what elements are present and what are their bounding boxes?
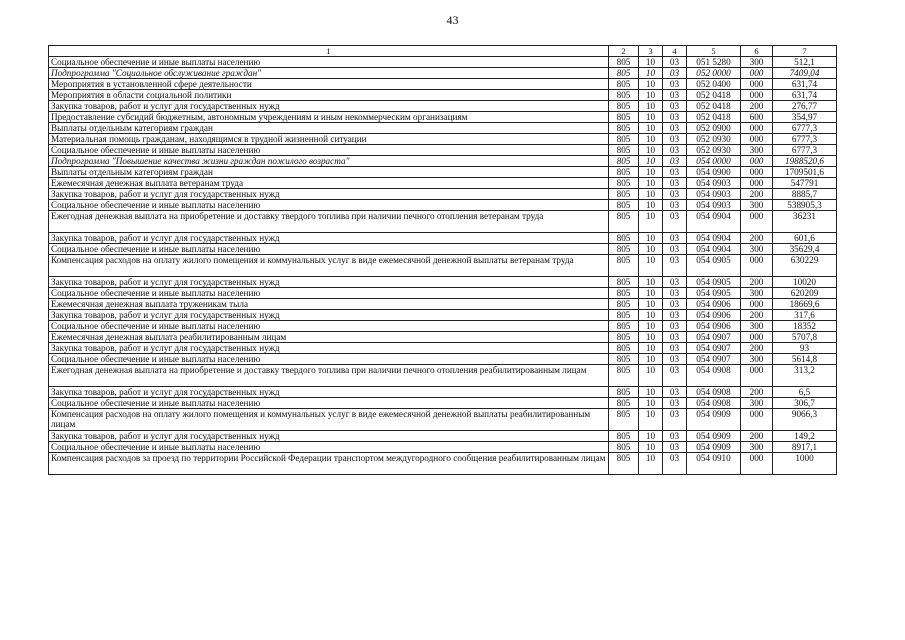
table-row bbox=[49, 200, 837, 211]
row-amount: 1988520,6 bbox=[773, 156, 837, 167]
row-code-type: 000 bbox=[741, 167, 773, 178]
row-name: Социальное обеспечение и иные выплаты населению bbox=[49, 442, 609, 453]
row-code-section: 10 bbox=[639, 156, 663, 167]
table-row bbox=[49, 288, 837, 299]
row-name: Материальная помощь гражданам, находящимся в трудной жизненной ситуации bbox=[49, 134, 609, 145]
row-code-subsection: 03 bbox=[663, 343, 687, 354]
row-code-article: 054 0907 bbox=[687, 332, 741, 343]
row-code-subsection: 03 bbox=[663, 112, 687, 123]
row-name: Закупка товаров, работ и услуг для государственных нужд bbox=[49, 101, 609, 112]
row-code-type: 200 bbox=[741, 310, 773, 321]
row-code-admin: 805 bbox=[609, 134, 639, 145]
row-code-subsection: 03 bbox=[663, 354, 687, 365]
row-code-admin: 805 bbox=[609, 387, 639, 398]
row-code-section: 10 bbox=[639, 57, 663, 68]
row-code-type: 300 bbox=[741, 244, 773, 255]
row-code-article: 054 0908 bbox=[687, 387, 741, 398]
table-row bbox=[49, 112, 837, 123]
table-row bbox=[49, 68, 837, 79]
row-amount: 35629,4 bbox=[773, 244, 837, 255]
row-code-section: 10 bbox=[639, 211, 663, 233]
row-code-subsection: 03 bbox=[663, 200, 687, 211]
row-code-section: 10 bbox=[639, 431, 663, 442]
row-amount: 1000 bbox=[773, 453, 837, 475]
row-amount: 10020 bbox=[773, 277, 837, 288]
row-code-admin: 805 bbox=[609, 211, 639, 233]
row-name: Социальное обеспечение и иные выплаты населению bbox=[49, 57, 609, 68]
row-code-section: 10 bbox=[639, 233, 663, 244]
header-row bbox=[49, 46, 837, 57]
row-amount: 512,1 bbox=[773, 57, 837, 68]
row-code-type: 200 bbox=[741, 387, 773, 398]
table-row bbox=[49, 354, 837, 365]
row-code-article: 054 0904 bbox=[687, 233, 741, 244]
row-code-section: 10 bbox=[639, 409, 663, 431]
row-code-admin: 805 bbox=[609, 244, 639, 255]
table-row bbox=[49, 299, 837, 310]
row-code-article: 054 0905 bbox=[687, 277, 741, 288]
row-amount: 6777,3 bbox=[773, 123, 837, 134]
row-code-article: 054 0909 bbox=[687, 431, 741, 442]
table-row bbox=[49, 277, 837, 288]
row-name: Социальное обеспечение и иные выплаты населению bbox=[49, 288, 609, 299]
row-name: Выплаты отдельным категориям граждан bbox=[49, 123, 609, 134]
row-amount: 8917,1 bbox=[773, 442, 837, 453]
row-code-type: 300 bbox=[741, 354, 773, 365]
row-code-admin: 805 bbox=[609, 79, 639, 90]
row-code-section: 10 bbox=[639, 79, 663, 90]
row-code-article: 052 0930 bbox=[687, 145, 741, 156]
row-name: Социальное обеспечение и иные выплаты населению bbox=[49, 244, 609, 255]
row-code-admin: 805 bbox=[609, 167, 639, 178]
table-body bbox=[49, 57, 837, 475]
column-header: 2 bbox=[609, 46, 639, 57]
row-code-type: 300 bbox=[741, 200, 773, 211]
row-amount: 5707,8 bbox=[773, 332, 837, 343]
row-code-subsection: 03 bbox=[663, 453, 687, 475]
row-code-admin: 805 bbox=[609, 156, 639, 167]
row-amount: 276,77 bbox=[773, 101, 837, 112]
row-code-type: 000 bbox=[741, 211, 773, 233]
row-code-admin: 805 bbox=[609, 332, 639, 343]
row-code-subsection: 03 bbox=[663, 244, 687, 255]
row-code-admin: 805 bbox=[609, 57, 639, 68]
row-code-type: 600 bbox=[741, 112, 773, 123]
row-code-type: 300 bbox=[741, 442, 773, 453]
row-code-type: 200 bbox=[741, 343, 773, 354]
row-code-section: 10 bbox=[639, 343, 663, 354]
row-code-subsection: 03 bbox=[663, 442, 687, 453]
row-code-section: 10 bbox=[639, 442, 663, 453]
row-code-admin: 805 bbox=[609, 233, 639, 244]
row-code-type: 200 bbox=[741, 189, 773, 200]
table-row bbox=[49, 233, 837, 244]
row-code-section: 10 bbox=[639, 321, 663, 332]
row-code-type: 200 bbox=[741, 101, 773, 112]
row-code-type: 000 bbox=[741, 156, 773, 167]
row-code-article: 054 0903 bbox=[687, 200, 741, 211]
row-code-article: 052 0418 bbox=[687, 90, 741, 101]
row-name: Выплаты отдельным категориям граждан bbox=[49, 167, 609, 178]
row-name: Ежегодная денежная выплата на приобретение и доставку твердого топлива при наличии печного отопления реабилитированным лицам bbox=[49, 365, 609, 387]
row-code-subsection: 03 bbox=[663, 145, 687, 156]
row-amount: 317,6 bbox=[773, 310, 837, 321]
row-code-admin: 805 bbox=[609, 288, 639, 299]
row-name: Компенсация расходов на оплату жилого помещения и коммунальных услуг в виде ежемесячной денежной выплаты ветеранам труда bbox=[49, 255, 609, 277]
row-code-subsection: 03 bbox=[663, 123, 687, 134]
row-amount: 6777,3 bbox=[773, 134, 837, 145]
row-code-admin: 805 bbox=[609, 101, 639, 112]
column-header: 7 bbox=[773, 46, 837, 57]
row-name: Компенсация расходов на оплату жилого помещения и коммунальных услуг в виде ежемесячной денежной выплаты реабилитированным лицам bbox=[49, 409, 609, 431]
table-row bbox=[49, 321, 837, 332]
budget-table bbox=[48, 45, 837, 475]
row-code-article: 052 0930 bbox=[687, 134, 741, 145]
row-code-section: 10 bbox=[639, 299, 663, 310]
row-code-section: 10 bbox=[639, 167, 663, 178]
row-code-subsection: 03 bbox=[663, 68, 687, 79]
row-code-subsection: 03 bbox=[663, 409, 687, 431]
page-number: 43 bbox=[446, 13, 459, 27]
row-amount: 631,74 bbox=[773, 90, 837, 101]
row-code-admin: 805 bbox=[609, 442, 639, 453]
table-row bbox=[49, 343, 837, 354]
row-amount: 5614,8 bbox=[773, 354, 837, 365]
table-row bbox=[49, 453, 837, 475]
row-code-admin: 805 bbox=[609, 90, 639, 101]
row-code-admin: 805 bbox=[609, 255, 639, 277]
row-code-admin: 805 bbox=[609, 299, 639, 310]
row-name: Закупка товаров, работ и услуг для государственных нужд bbox=[49, 431, 609, 442]
row-code-section: 10 bbox=[639, 277, 663, 288]
row-code-subsection: 03 bbox=[663, 189, 687, 200]
table-row bbox=[49, 90, 837, 101]
row-code-section: 10 bbox=[639, 387, 663, 398]
row-code-article: 054 0904 bbox=[687, 244, 741, 255]
row-code-type: 200 bbox=[741, 233, 773, 244]
row-code-type: 000 bbox=[741, 134, 773, 145]
row-code-article: 052 0418 bbox=[687, 112, 741, 123]
row-code-section: 10 bbox=[639, 310, 663, 321]
row-code-subsection: 03 bbox=[663, 156, 687, 167]
row-code-admin: 805 bbox=[609, 145, 639, 156]
row-amount: 313,2 bbox=[773, 365, 837, 387]
row-code-article: 054 0906 bbox=[687, 310, 741, 321]
row-amount: 547791 bbox=[773, 178, 837, 189]
row-code-admin: 805 bbox=[609, 343, 639, 354]
row-code-article: 054 0903 bbox=[687, 189, 741, 200]
row-code-admin: 805 bbox=[609, 354, 639, 365]
row-code-type: 000 bbox=[741, 409, 773, 431]
row-code-type: 000 bbox=[741, 255, 773, 277]
table-row bbox=[49, 101, 837, 112]
row-code-subsection: 03 bbox=[663, 211, 687, 233]
row-code-type: 300 bbox=[741, 398, 773, 409]
row-amount: 149,2 bbox=[773, 431, 837, 442]
row-code-type: 000 bbox=[741, 123, 773, 134]
row-code-admin: 805 bbox=[609, 398, 639, 409]
row-code-article: 054 0908 bbox=[687, 365, 741, 387]
row-name: Социальное обеспечение и иные выплаты населению bbox=[49, 200, 609, 211]
row-name: Социальное обеспечение и иные выплаты населению bbox=[49, 354, 609, 365]
table-row bbox=[49, 431, 837, 442]
row-code-article: 054 0903 bbox=[687, 178, 741, 189]
row-code-admin: 805 bbox=[609, 123, 639, 134]
row-code-section: 10 bbox=[639, 145, 663, 156]
row-code-article: 054 0907 bbox=[687, 354, 741, 365]
row-code-article: 052 0400 bbox=[687, 79, 741, 90]
table-row bbox=[49, 332, 837, 343]
row-name: Ежемесячная денежная выплата труженикам тыла bbox=[49, 299, 609, 310]
row-code-subsection: 03 bbox=[663, 233, 687, 244]
row-code-section: 10 bbox=[639, 453, 663, 475]
row-code-subsection: 03 bbox=[663, 79, 687, 90]
row-code-article: 054 0909 bbox=[687, 442, 741, 453]
row-code-section: 10 bbox=[639, 354, 663, 365]
row-code-article: 054 0908 bbox=[687, 398, 741, 409]
row-code-subsection: 03 bbox=[663, 255, 687, 277]
row-amount: 538905,3 bbox=[773, 200, 837, 211]
table-row bbox=[49, 442, 837, 453]
row-code-type: 000 bbox=[741, 365, 773, 387]
row-code-article: 054 0904 bbox=[687, 211, 741, 233]
row-code-subsection: 03 bbox=[663, 387, 687, 398]
row-amount: 6777,3 bbox=[773, 145, 837, 156]
row-code-type: 000 bbox=[741, 68, 773, 79]
row-code-subsection: 03 bbox=[663, 134, 687, 145]
row-amount: 601,6 bbox=[773, 233, 837, 244]
column-header: 6 bbox=[741, 46, 773, 57]
row-amount: 18352 bbox=[773, 321, 837, 332]
row-code-subsection: 03 bbox=[663, 398, 687, 409]
row-amount: 6,5 bbox=[773, 387, 837, 398]
row-code-section: 10 bbox=[639, 134, 663, 145]
row-code-article: 054 0906 bbox=[687, 321, 741, 332]
row-code-article: 054 0907 bbox=[687, 343, 741, 354]
row-code-type: 000 bbox=[741, 332, 773, 343]
row-amount: 620209 bbox=[773, 288, 837, 299]
row-code-section: 10 bbox=[639, 365, 663, 387]
row-name: Социальное обеспечение и иные выплаты населению bbox=[49, 321, 609, 332]
row-amount: 354,97 bbox=[773, 112, 837, 123]
row-name: Закупка товаров, работ и услуг для государственных нужд bbox=[49, 343, 609, 354]
table-row bbox=[49, 167, 837, 178]
row-code-admin: 805 bbox=[609, 277, 639, 288]
row-code-admin: 805 bbox=[609, 409, 639, 431]
row-code-subsection: 03 bbox=[663, 310, 687, 321]
row-code-subsection: 03 bbox=[663, 57, 687, 68]
row-code-section: 10 bbox=[639, 112, 663, 123]
row-amount: 36231 bbox=[773, 211, 837, 233]
row-amount: 630229 bbox=[773, 255, 837, 277]
column-header: 4 bbox=[663, 46, 687, 57]
table-row bbox=[49, 211, 837, 233]
row-code-subsection: 03 bbox=[663, 321, 687, 332]
column-header: 3 bbox=[639, 46, 663, 57]
column-header: 5 bbox=[687, 46, 741, 57]
row-code-article: 054 0905 bbox=[687, 288, 741, 299]
row-code-section: 10 bbox=[639, 178, 663, 189]
row-code-admin: 805 bbox=[609, 189, 639, 200]
row-code-section: 10 bbox=[639, 189, 663, 200]
row-name: Закупка товаров, работ и услуг для государственных нужд bbox=[49, 387, 609, 398]
table-row bbox=[49, 365, 837, 387]
row-name: Подпрограмма "Повышение качества жизни граждан пожилого возраста" bbox=[49, 156, 609, 167]
row-code-section: 10 bbox=[639, 332, 663, 343]
table-row bbox=[49, 310, 837, 321]
row-name: Закупка товаров, работ и услуг для государственных нужд bbox=[49, 310, 609, 321]
row-code-admin: 805 bbox=[609, 431, 639, 442]
table-row bbox=[49, 387, 837, 398]
row-code-subsection: 03 bbox=[663, 288, 687, 299]
table-row bbox=[49, 57, 837, 68]
row-amount: 8885,7 bbox=[773, 189, 837, 200]
row-amount: 18669,6 bbox=[773, 299, 837, 310]
table-row bbox=[49, 178, 837, 189]
row-code-type: 000 bbox=[741, 299, 773, 310]
row-code-article: 054 0905 bbox=[687, 255, 741, 277]
column-header: 1 bbox=[49, 46, 609, 57]
table-row bbox=[49, 145, 837, 156]
row-code-section: 10 bbox=[639, 255, 663, 277]
table-row bbox=[49, 255, 837, 277]
row-code-subsection: 03 bbox=[663, 365, 687, 387]
row-code-article: 052 0418 bbox=[687, 101, 741, 112]
row-amount: 7409,04 bbox=[773, 68, 837, 79]
row-code-section: 10 bbox=[639, 90, 663, 101]
row-code-section: 10 bbox=[639, 200, 663, 211]
row-code-type: 000 bbox=[741, 453, 773, 475]
row-code-subsection: 03 bbox=[663, 178, 687, 189]
row-code-admin: 805 bbox=[609, 68, 639, 79]
row-code-type: 000 bbox=[741, 79, 773, 90]
row-code-section: 10 bbox=[639, 288, 663, 299]
row-code-type: 200 bbox=[741, 277, 773, 288]
row-amount: 1709501,6 bbox=[773, 167, 837, 178]
row-code-admin: 805 bbox=[609, 112, 639, 123]
row-code-subsection: 03 bbox=[663, 431, 687, 442]
table-row bbox=[49, 189, 837, 200]
row-code-article: 054 0906 bbox=[687, 299, 741, 310]
row-code-article: 054 0900 bbox=[687, 167, 741, 178]
row-name: Ежемесячная денежная выплата ветеранам труда bbox=[49, 178, 609, 189]
row-code-admin: 805 bbox=[609, 321, 639, 332]
row-name: Подпрограмма "Социальное обслуживание граждан" bbox=[49, 68, 609, 79]
row-code-type: 000 bbox=[741, 90, 773, 101]
row-code-article: 051 5280 bbox=[687, 57, 741, 68]
row-code-section: 10 bbox=[639, 68, 663, 79]
table-row bbox=[49, 79, 837, 90]
table-row bbox=[49, 134, 837, 145]
row-code-type: 300 bbox=[741, 321, 773, 332]
row-code-section: 10 bbox=[639, 398, 663, 409]
table-row bbox=[49, 398, 837, 409]
table-row bbox=[49, 156, 837, 167]
row-code-type: 000 bbox=[741, 178, 773, 189]
row-name: Ежемесячная денежная выплата реабилитированным лицам bbox=[49, 332, 609, 343]
row-amount: 306,7 bbox=[773, 398, 837, 409]
row-name: Закупка товаров, работ и услуг для государственных нужд bbox=[49, 233, 609, 244]
row-code-type: 300 bbox=[741, 145, 773, 156]
row-code-type: 300 bbox=[741, 288, 773, 299]
row-name: Ежегодная денежная выплата на приобретение и доставку твердого топлива при наличии печного отопления ветеранам труда bbox=[49, 211, 609, 233]
row-name: Мероприятия в установленной сфере деятельности bbox=[49, 79, 609, 90]
row-amount: 631,74 bbox=[773, 79, 837, 90]
row-code-article: 054 0909 bbox=[687, 409, 741, 431]
table-row bbox=[49, 244, 837, 255]
row-name: Закупка товаров, работ и услуг для государственных нужд bbox=[49, 189, 609, 200]
row-code-subsection: 03 bbox=[663, 332, 687, 343]
row-code-subsection: 03 bbox=[663, 299, 687, 310]
table-row bbox=[49, 409, 837, 431]
row-code-subsection: 03 bbox=[663, 101, 687, 112]
row-name: Социальное обеспечение и иные выплаты населению bbox=[49, 398, 609, 409]
row-code-type: 200 bbox=[741, 431, 773, 442]
row-name: Социальное обеспечение и иные выплаты населению bbox=[49, 145, 609, 156]
row-name: Компенсация расходов за проезд по территории Российской Федерации транспортом междугородного сообщения реабилитированным лицам bbox=[49, 453, 609, 475]
row-code-section: 10 bbox=[639, 101, 663, 112]
row-code-article: 054 0910 bbox=[687, 453, 741, 475]
row-name: Мероприятия в области социальной политики bbox=[49, 90, 609, 101]
row-code-subsection: 03 bbox=[663, 277, 687, 288]
row-amount: 93 bbox=[773, 343, 837, 354]
row-code-article: 052 0000 bbox=[687, 68, 741, 79]
row-code-admin: 805 bbox=[609, 453, 639, 475]
row-name: Предоставление субсидий бюджетным, автономным учреждениям и иным некоммерческим организациям bbox=[49, 112, 609, 123]
row-name: Закупка товаров, работ и услуг для государственных нужд bbox=[49, 277, 609, 288]
row-code-article: 054 0000 bbox=[687, 156, 741, 167]
row-code-article: 052 0900 bbox=[687, 123, 741, 134]
row-code-admin: 805 bbox=[609, 365, 639, 387]
row-code-subsection: 03 bbox=[663, 167, 687, 178]
row-code-section: 10 bbox=[639, 123, 663, 134]
row-code-subsection: 03 bbox=[663, 90, 687, 101]
row-code-admin: 805 bbox=[609, 310, 639, 321]
row-amount: 9066,3 bbox=[773, 409, 837, 431]
row-code-admin: 805 bbox=[609, 200, 639, 211]
row-code-section: 10 bbox=[639, 244, 663, 255]
row-code-type: 300 bbox=[741, 57, 773, 68]
row-code-admin: 805 bbox=[609, 178, 639, 189]
table-row bbox=[49, 123, 837, 134]
